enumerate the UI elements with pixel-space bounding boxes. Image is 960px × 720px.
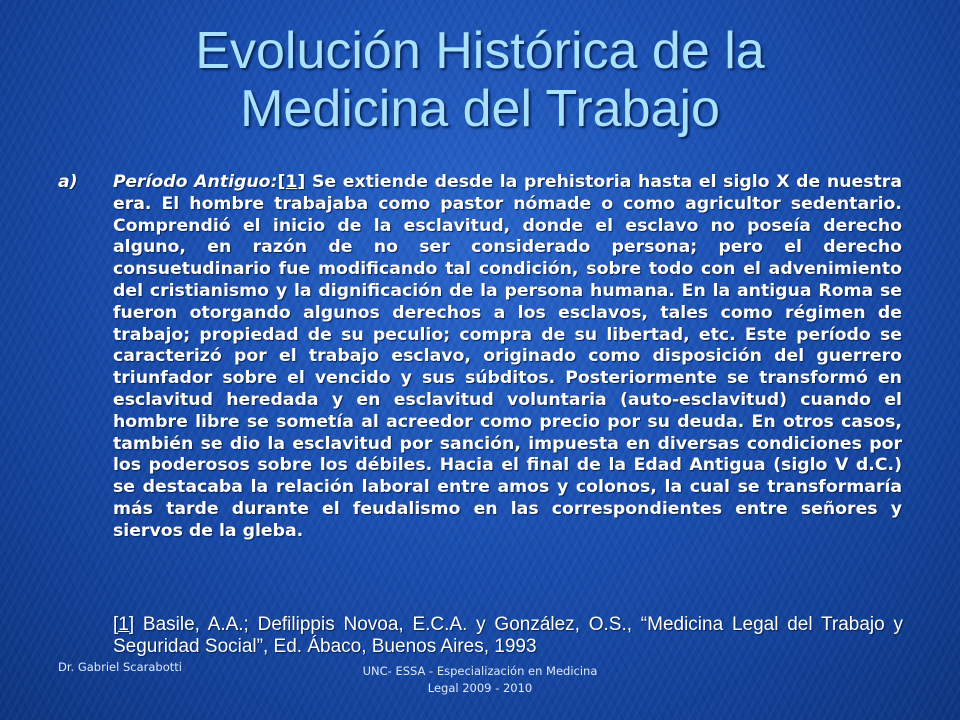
- title-line-1: Evolución Histórica de la: [195, 22, 765, 80]
- footnote-back-link[interactable]: [1]: [113, 614, 135, 635]
- content-block: [58, 172, 902, 543]
- list-item: [58, 172, 902, 543]
- paragraph-text: [113, 172, 902, 543]
- footer-institution-line-1: UNC- ESSA - Especialización en Medicina: [362, 664, 598, 678]
- footnote-ref-link[interactable]: [1]: [277, 172, 306, 192]
- title-line-2: Medicina del Trabajo: [240, 80, 720, 138]
- footer-author: Dr. Gabriel Scarabotti: [58, 660, 182, 674]
- footer-institution-line-2: Legal 2009 - 2010: [427, 681, 533, 695]
- term-colon: :: [270, 172, 278, 192]
- list-marker: a): [58, 172, 78, 192]
- paragraph-body: Se extiende desde la prehistoria hasta el siglo X de nuestra era. El hombre trabajaba como pastor nómade o como agricultor sedentario. Comprendió el inicio de la esclavitud, donde el esclavo no poseía derecho alguno, en razón de no ser considerado persona; pero el derecho consuetudinario fue modificando tal condición, sobre todo con el advenimiento del cristianismo y la dignificación de la persona humana. En la antigua Roma se fueron otorgando algunos derechos a los esclavos, tales como régimen de trabajo; propiedad de su peculio; compra de su libertad, etc. Este período se caracterizó por el trabajo esclavo, originado como disposición del guerrero triunfador sobre el vencido y sus súbditos. Posteriormente se transformó en esclavitud heredada y en esclavitud voluntaria (auto-esclavitud) cuando el hombre libre se sometía al acreedor como precio por su deuda. En otros casos, también se dio la esclavitud por sanción, impuesta en diversas condiciones por los poderosos sobre los débiles. Hacia el final de la Edad Antigua (siglo V d.C.) se destacaba la relación laboral entre amos y colonos, la cual se transformaría más tarde durante el feudalismo en las correspondientes entre señores y siervos de la gleba.: [113, 172, 902, 541]
- slide-title: [60, 22, 900, 138]
- footnote-text: Basile, A.A.; Defilippis Novoa, E.C.A. y González, O.S., “Medicina Legal del Trabajo y Seguridad Social”, Ed. Ábaco, Buenos Aires, 1993: [113, 614, 903, 657]
- footnote: [113, 614, 903, 658]
- footer-institution: [300, 663, 660, 697]
- period-term: Período Antiguo: [113, 172, 271, 192]
